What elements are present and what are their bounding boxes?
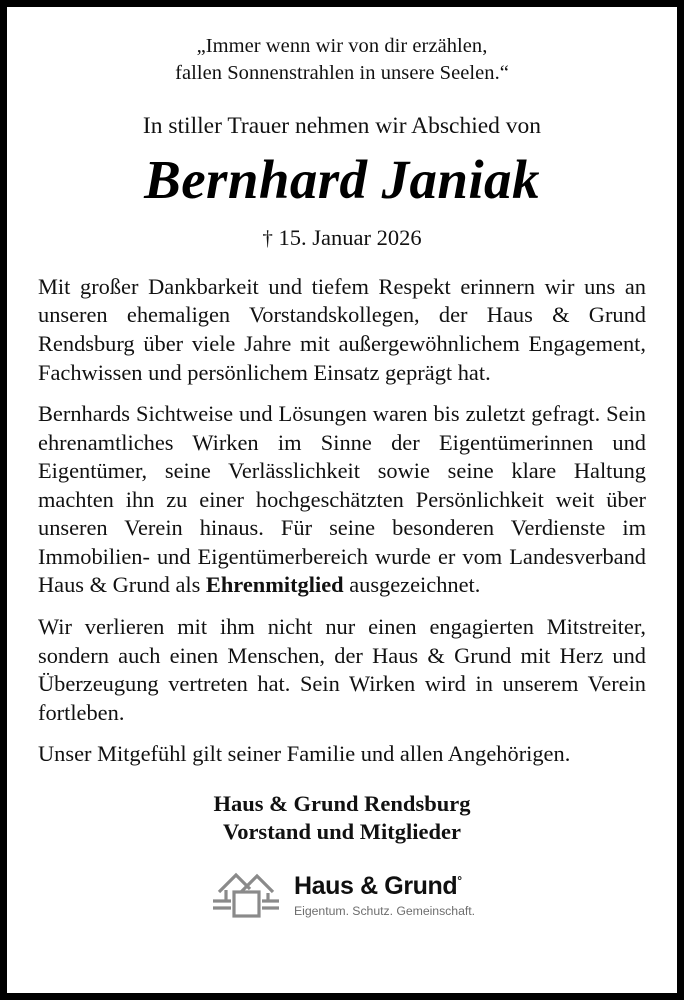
signature-role: Vorstand und Mitglieder xyxy=(223,819,461,845)
paragraph-3: Wir verlieren mit ihm nicht nur einen engagierten Mitstreiter, sondern auch einen Menschen, der Haus & Grund mit Herz und Überzeugung vertreten hat. Sein Wirken wird in unserem Verein fortleben. xyxy=(38,614,646,725)
lead-in-text: In stiller Trauer nehmen wir Abschied von xyxy=(142,113,542,140)
paragraph-2-part-a: Bernhards Sichtweise und Lösungen waren bis zuletzt gefragt. Sein ehrenamtliches Wirken im Sinne der Eigentümerinnen und Eigentümer, seine Verlässlichkeit sowie seine klare Haltung machten ihn zu einer hochgeschätzten Persönlichkeit weit über unseren Verein hinaus. Für seine besonderen Verdienste im Immobilien- und Eigentümerbereich wurde er vom Landesverband Haus & Grund als xyxy=(38,401,646,598)
paragraph-2 xyxy=(38,400,646,600)
signature-organization: Haus & Grund Rendsburg xyxy=(213,790,471,816)
registered-mark-icon: ° xyxy=(457,873,462,888)
signature-block xyxy=(38,790,646,847)
christian-cross-icon: † xyxy=(262,225,273,250)
memorial-quote xyxy=(38,33,646,87)
paragraph-4: Unser Mitgefühl gilt seiner Familie und allen Angehörigen. xyxy=(38,741,571,767)
haus-und-grund-logo xyxy=(38,868,646,923)
death-date-line xyxy=(38,224,646,251)
paragraph-2-part-b: ausgezeichnet. xyxy=(343,572,481,598)
memorial-quote-line-1: „Immer wenn wir von dir erzählen, xyxy=(196,35,488,57)
deceased-name: Bernhard Janiak xyxy=(144,149,540,211)
logo-wordmark-text: Haus & Grund xyxy=(294,871,458,900)
death-date: 15. Januar 2026 xyxy=(278,224,422,250)
honorary-member-emphasis: Ehrenmitglied xyxy=(205,572,344,598)
paragraph-1: Mit großer Dankbarkeit und tiefem Respekt erinnern wir uns an unseren ehemaligen Vorstandskollegen, der Haus & Grund Rendsburg über viele Jahre mit außergewöhnlichem Engagement, Fachwissen und persönlichem Einsatz geprägt hat. xyxy=(38,273,646,385)
logo-text-group xyxy=(294,871,475,918)
memorial-quote-line-2: fallen Sonnenstrahlen in unsere Seelen.“ xyxy=(175,62,509,85)
obituary-body xyxy=(38,273,646,769)
house-roofs-icon xyxy=(209,868,281,923)
logo-tagline: Eigentum. Schutz. Gemeinschaft. xyxy=(294,903,475,918)
logo-wordmark xyxy=(294,871,475,900)
